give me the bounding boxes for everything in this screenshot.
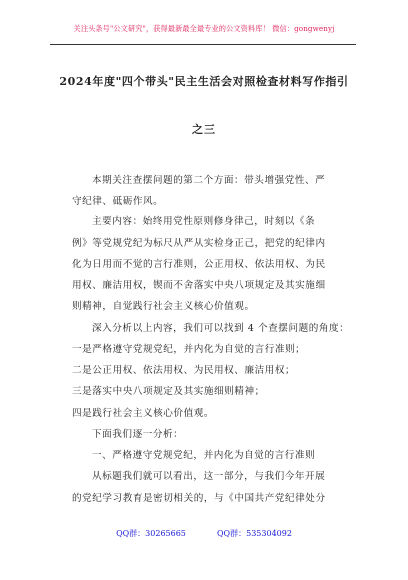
body-line: 的党纪学习教育是密切相关的，与《中国共产党纪律处分 — [72, 493, 326, 504]
body-line: 深入分析以上内容，我们可以找到 4 个查摆问题的角度： — [92, 323, 350, 334]
body-line: 化为日用而不觉的言行准则，公正用权、依法用权、为民 — [72, 259, 326, 270]
section-heading: 一、严格遵守党规党纪，并内化为自觉的言行准则 — [92, 450, 316, 461]
header-divider — [50, 44, 356, 45]
body-line: 下面我们逐一分析： — [92, 429, 184, 440]
body-line: 本期关注查摆问题的第二个方面：带头增强党性、严 — [92, 175, 326, 186]
body-line: 三是落实中央八项规定及其实施细则精神； — [72, 386, 265, 397]
footer-qq-group-2: QQ群：535304092 — [217, 529, 292, 538]
body-line: 四是践行社会主义核心价值观。 — [72, 408, 215, 419]
footer-qq-group-1: QQ群：30265665 — [116, 529, 186, 538]
body-line: 守纪律、砥砺作风。 — [72, 196, 164, 207]
header-banner: 关注头条号"公文研究"，获得最新最全最专业的公文资料库！ 微信：gongwenyj — [73, 24, 335, 33]
footer-contact — [0, 528, 408, 539]
document-title: 2024年度"四个带头"民主生活会对照检查材料写作指引 — [59, 75, 349, 88]
body-line: 主要内容：始终用党性原则修身律己，时刻以《条 — [92, 216, 316, 227]
body-line: 用权、廉洁用权，锲而不舍落实中央八项规定及其实施细 — [72, 280, 326, 291]
document-subtitle: 之三 — [192, 123, 216, 136]
body-line: 从标题我们就可以看出，这一部分，与我们今年开展 — [92, 471, 326, 482]
body-line: 例》等党规党纪为标尺从严从实检身正己，把党的纪律内 — [72, 238, 326, 249]
body-line: 则精神，自觉践行社会主义核心价值观。 — [72, 301, 255, 312]
body-line: 二是公正用权、依法用权、为民用权、廉洁用权； — [72, 365, 296, 376]
body-line: 一是严格遵守党规党纪，并内化为自觉的言行准则； — [72, 344, 306, 355]
